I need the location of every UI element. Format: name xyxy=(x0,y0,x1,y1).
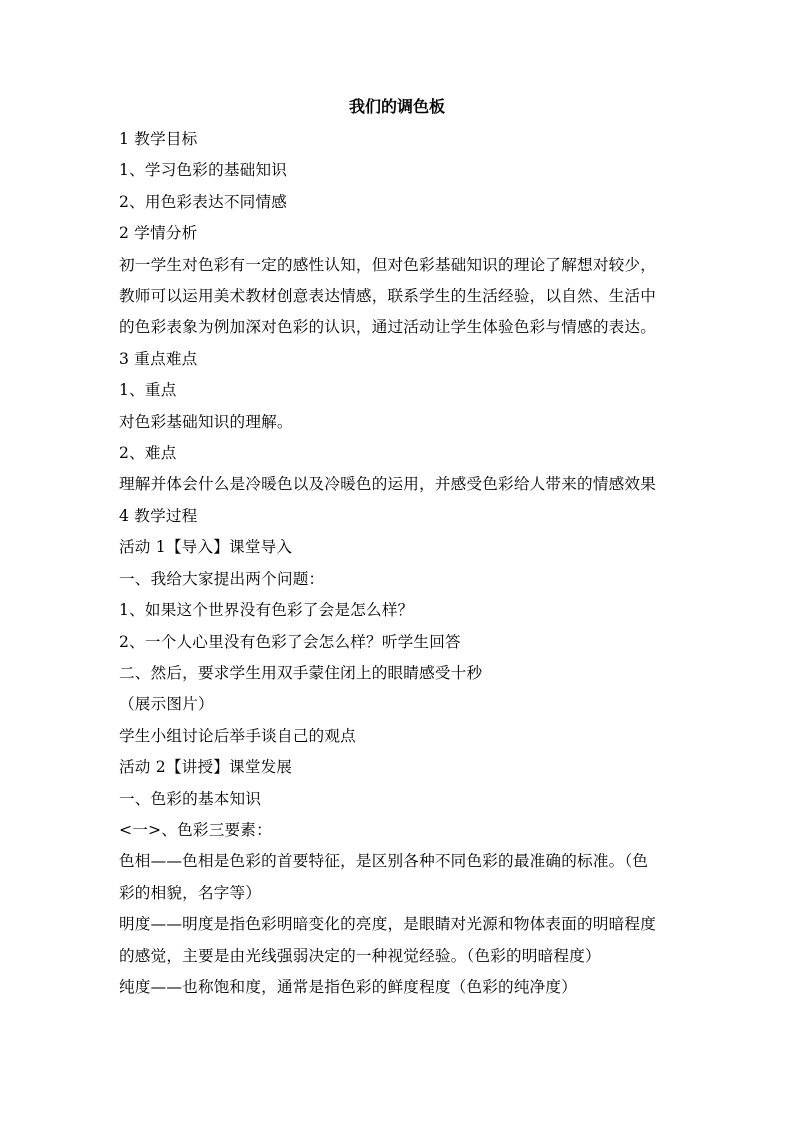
paragraph-line: 色相——色相是色彩的首要特征，是区别各种不同色彩的最准确的标准。（色 xyxy=(119,852,649,871)
section-heading-teaching-goals: 1 教学目标 xyxy=(119,130,198,148)
paragraph-line: 纯度——也称饱和度，通常是指色彩的鲜度程度（色彩的纯净度） xyxy=(119,977,578,996)
section-heading-teaching-process: 4 教学过程 xyxy=(119,506,198,525)
paragraph-line: 学生小组讨论后举手谈自己的观点 xyxy=(119,726,356,745)
paragraph-line: <一>、色彩三要素： xyxy=(119,820,272,839)
paragraph-line: 1、重点 xyxy=(119,381,177,400)
paragraph-line: 的色彩表象为例加深对色彩的认识，通过活动让学生体验色彩与情感的表达。 xyxy=(119,318,656,337)
paragraph-line: 彩的相貌，名字等） xyxy=(119,883,262,902)
activity-heading: 活动 1【导入】课堂导入 xyxy=(119,538,293,557)
paragraph-line: 初一学生对色彩有一定的感性认知，但对色彩基础知识的理论了解想对较少， xyxy=(119,255,656,274)
paragraph-line: 理解并体会什么是冷暖色以及冷暖色的运用，并感受色彩给人带来的情感效果 xyxy=(119,475,656,494)
paragraph-line: 一、我给大家提出两个问题： xyxy=(119,569,325,588)
paragraph-line: 教师可以运用美术教材创意表达情感，联系学生的生活经验，以自然、生活中 xyxy=(119,287,656,306)
paragraph-line: 2、难点 xyxy=(119,444,177,463)
paragraph-line: 2、用色彩表达不同情感 xyxy=(119,192,288,211)
paragraph-line: 一、色彩的基本知识 xyxy=(119,789,262,808)
section-heading-student-analysis: 2 学情分析 xyxy=(119,224,198,243)
activity-heading: 活动 2【讲授】课堂发展 xyxy=(119,758,293,777)
document-title: 我们的调色板 xyxy=(348,97,445,116)
paragraph-line: 2、一个人心里没有色彩了会怎么样？听学生回答 xyxy=(119,632,461,651)
paragraph-line: 1、学习色彩的基础知识 xyxy=(119,161,288,180)
paragraph-line: 1、如果这个世界没有色彩了会是怎么样？ xyxy=(119,601,414,620)
paragraph-line: 对色彩基础知识的理解。 xyxy=(119,412,293,431)
paragraph-line: 的感觉，主要是由光线强弱决定的一种视觉经验。（色彩的明暗程度） xyxy=(119,946,601,965)
section-heading-key-points: 3 重点难点 xyxy=(119,349,198,368)
paragraph-line: 明度——明度是指色彩明暗变化的亮度，是眼睛对光源和物体表面的明暗程度 xyxy=(119,915,656,934)
paragraph-line: 二、然后，要求学生用双手蒙住闭上的眼睛感受十秒 xyxy=(119,663,483,682)
paragraph-line: （展示图片） xyxy=(119,695,214,714)
document-body xyxy=(119,124,679,1003)
